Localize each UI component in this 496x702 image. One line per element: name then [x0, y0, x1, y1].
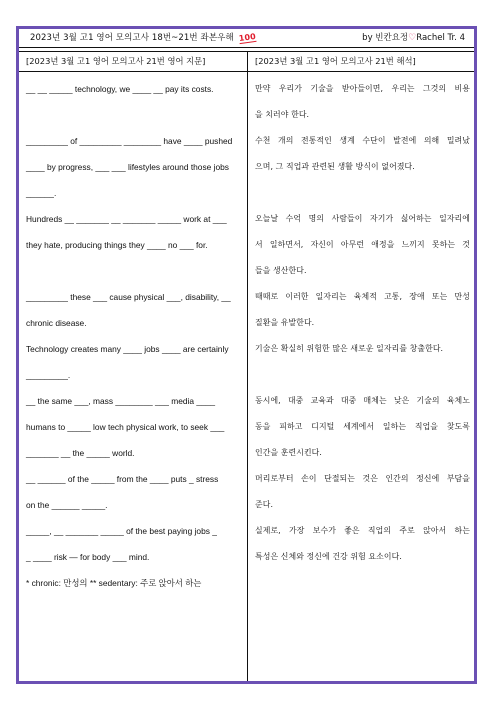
passage-line: chronic disease.	[26, 318, 87, 328]
translation-title: [2023년 3월 고1 영어 모의고사 21번 해석]	[255, 56, 416, 66]
translation-line: 동시에, 대중 교육과 대중 매체는 낮은 기술의 육체노	[255, 396, 470, 405]
translation-line: 수천 개의 전통적인 생계 수단이 발전에 의해 밀려났	[255, 136, 470, 145]
passage-line: ______.	[26, 188, 57, 198]
passage-line	[26, 265, 240, 291]
translation-line: 만약 우리가 기술을 받아들이면, 우리는 그것의 비용	[255, 84, 470, 93]
korean-translation	[255, 83, 470, 577]
english-passage	[26, 83, 240, 603]
header-title	[30, 31, 256, 43]
passage-line: * chronic: 만성의 ** sedentary: 주로 앉아서 하는	[26, 578, 202, 588]
translation-line: 실제로, 가장 보수가 좋은 직업의 주로 앉아서 하는	[255, 526, 470, 535]
passage-line: Technology creates many ____ jobs ____ are certainly	[26, 344, 229, 354]
translation-line: 오늘날 수억 명의 사람들이 자기가 싫어하는 일자리에	[255, 214, 470, 223]
author-suffix: Rachel Tr. 4	[416, 33, 465, 43]
translation-line: 머리로부터 손이 단절되는 것은 인간의 정신에 부담을	[255, 474, 470, 483]
header-title-text: 2023년 3월 고1 영어 모의고사 18번~21번 좌본우해	[30, 33, 234, 43]
passage-line: __ ______ of the _____ from the ____ puts _ stress	[26, 474, 219, 484]
header-divider-top	[19, 47, 474, 48]
translation-line	[255, 187, 470, 213]
passage-line: they hate, producing things they ____ no ___ for.	[26, 240, 208, 250]
passage-line: Hundreds __ _______ __ _______ _____ work at ___	[26, 214, 227, 224]
translation-line: 때때로 이러한 일자리는 육체적 고통, 장애 또는 만성	[255, 292, 470, 301]
passage-line: humans to _____ low tech physical work, to seek ___	[26, 422, 225, 432]
translation-line: 으며, 그 직업과 관련된 생활 방식이 없어졌다.	[255, 162, 415, 171]
translation-line: 을 치러야 한다.	[255, 110, 310, 119]
passage-line: _____, __ _______ _____ of the best paying jobs _	[26, 526, 217, 536]
translation-line: 동을 피하고 디지털 세계에서 일하는 직업을 찾도록	[255, 422, 470, 431]
english-passage-title: [2023년 3월 고1 영어 모의고사 21번 영어 지문]	[26, 56, 206, 66]
translation-line: 기술은 확실히 위험한 많은 새로운 일자리를 창출한다.	[255, 344, 444, 353]
translation-line: 준다.	[255, 500, 274, 509]
passage-line: _ ____ risk — for body ___ mind.	[26, 552, 150, 562]
page-header	[20, 27, 475, 47]
translation-line: 서 일하면서, 자신이 아무런 애정을 느끼지 못하는 것	[255, 240, 470, 249]
heart-icon: ♡	[408, 33, 417, 43]
translation-line: 인간을 훈련시킨다.	[255, 448, 322, 457]
passage-line: on the ______ _____.	[26, 500, 108, 510]
translation-line: 들을 생산한다.	[255, 266, 307, 275]
passage-line: _________ of _________ ________ have ____ pushed	[26, 136, 233, 146]
passage-line: _________ these ___ cause physical ___, disability, __	[26, 292, 231, 302]
translation-line: 질환을 유발한다.	[255, 318, 315, 327]
header-author	[362, 31, 465, 43]
column-divider	[247, 51, 248, 681]
passage-line: ____ by progress, ___ ___ lifestyles around those jobs	[26, 162, 229, 172]
passage-line: _________.	[26, 370, 71, 380]
passage-line: __ the same ___, mass ________ ___ media ____	[26, 396, 216, 406]
author-prefix: by 빈칸요정	[362, 33, 409, 43]
translation-line	[255, 369, 470, 395]
passage-line: _______ __ the _____ world.	[26, 448, 135, 458]
passage-line	[26, 109, 240, 135]
hundred-points-stamp: 100	[237, 31, 256, 44]
passage-line: __ __ _____ technology, we ____ __ pay its costs.	[26, 84, 214, 94]
translation-line: 특성은 신체와 정신에 건강 위험 요소이다.	[255, 552, 402, 561]
